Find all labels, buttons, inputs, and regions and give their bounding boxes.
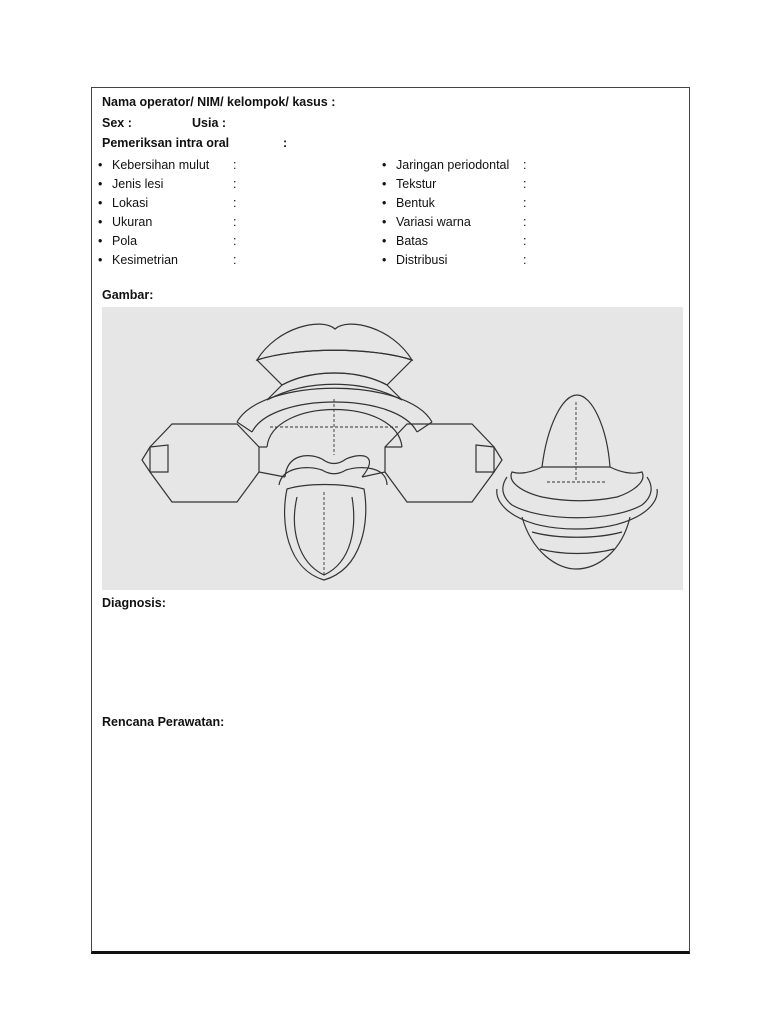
- treatment-plan-section-title: Rencana Perawatan:: [102, 715, 225, 729]
- bullet-icon: •: [382, 215, 387, 229]
- criteria-colon: :: [523, 158, 527, 172]
- bullet-icon: •: [98, 234, 103, 248]
- intraoral-exam-colon: :: [283, 136, 288, 150]
- list-item: [98, 251, 358, 270]
- criteria-label: Variasi warna: [396, 215, 471, 229]
- tongue-dorsum-icon: [542, 395, 610, 467]
- criteria-colon: :: [233, 234, 237, 248]
- right-criteria-list: [382, 156, 682, 270]
- right-buccal-mucosa-icon: [385, 424, 494, 502]
- lower-lip-icon: [285, 456, 370, 477]
- criteria-label: Batas: [396, 234, 428, 248]
- left-buccal-mucosa-icon: [150, 424, 259, 502]
- bullet-icon: •: [98, 158, 103, 172]
- criteria-colon: :: [523, 234, 527, 248]
- bullet-icon: •: [382, 234, 387, 248]
- criteria-label: Ukuran: [112, 215, 153, 229]
- upper-arch-outer-icon: [257, 350, 412, 385]
- list-item: [382, 156, 682, 175]
- operator-field-label: Nama operator/ NIM/ kelompok/ kasus :: [102, 95, 336, 109]
- age-field-label: Usia :: [192, 116, 227, 130]
- bullet-icon: •: [382, 253, 387, 267]
- criteria-colon: :: [523, 215, 527, 229]
- palate-icon: [267, 410, 402, 448]
- criteria-label: Lokasi: [112, 196, 149, 210]
- list-item: [98, 194, 358, 213]
- criteria-colon: :: [233, 196, 237, 210]
- criteria-colon: :: [233, 253, 237, 267]
- floor-of-mouth-icon: [503, 477, 651, 518]
- list-item: [98, 232, 358, 251]
- criteria-colon: :: [523, 196, 527, 210]
- intraoral-exam-label: Pemeriksan intra oral: [102, 136, 230, 150]
- list-item: [382, 175, 682, 194]
- criteria-label: Tekstur: [396, 177, 437, 191]
- list-item: [98, 156, 358, 175]
- criteria-label: Jaringan periodontal: [396, 158, 510, 172]
- bullet-icon: •: [98, 196, 103, 210]
- criteria-colon: :: [233, 215, 237, 229]
- list-item: [382, 251, 682, 270]
- criteria-colon: :: [233, 158, 237, 172]
- bullet-icon: •: [382, 196, 387, 210]
- diagnosis-section-title: Diagnosis:: [102, 596, 166, 610]
- criteria-colon: :: [233, 177, 237, 191]
- criteria-label: Kebersihan mulut: [112, 158, 210, 172]
- criteria-label: Pola: [112, 234, 138, 248]
- sex-field-label: Sex :: [102, 116, 132, 130]
- list-item: [382, 194, 682, 213]
- left-criteria-list: [98, 156, 358, 270]
- bullet-icon: •: [382, 158, 387, 172]
- criteria-colon: :: [523, 177, 527, 191]
- bullet-icon: •: [98, 253, 103, 267]
- list-item: [382, 213, 682, 232]
- drawing-section-title: Gambar:: [102, 288, 154, 302]
- examination-form: [91, 87, 690, 954]
- criteria-label: Bentuk: [396, 196, 435, 210]
- list-item: [98, 175, 358, 194]
- criteria-colon: :: [523, 253, 527, 267]
- list-item: [98, 213, 358, 232]
- criteria-label: Distribusi: [396, 253, 448, 267]
- bullet-icon: •: [98, 215, 103, 229]
- bullet-icon: •: [382, 177, 387, 191]
- bullet-icon: •: [98, 177, 103, 191]
- oral-cavity-diagram-icon: [102, 307, 683, 590]
- list-item: [382, 232, 682, 251]
- criteria-label: Jenis lesi: [112, 177, 164, 191]
- criteria-label: Kesimetrian: [112, 253, 178, 267]
